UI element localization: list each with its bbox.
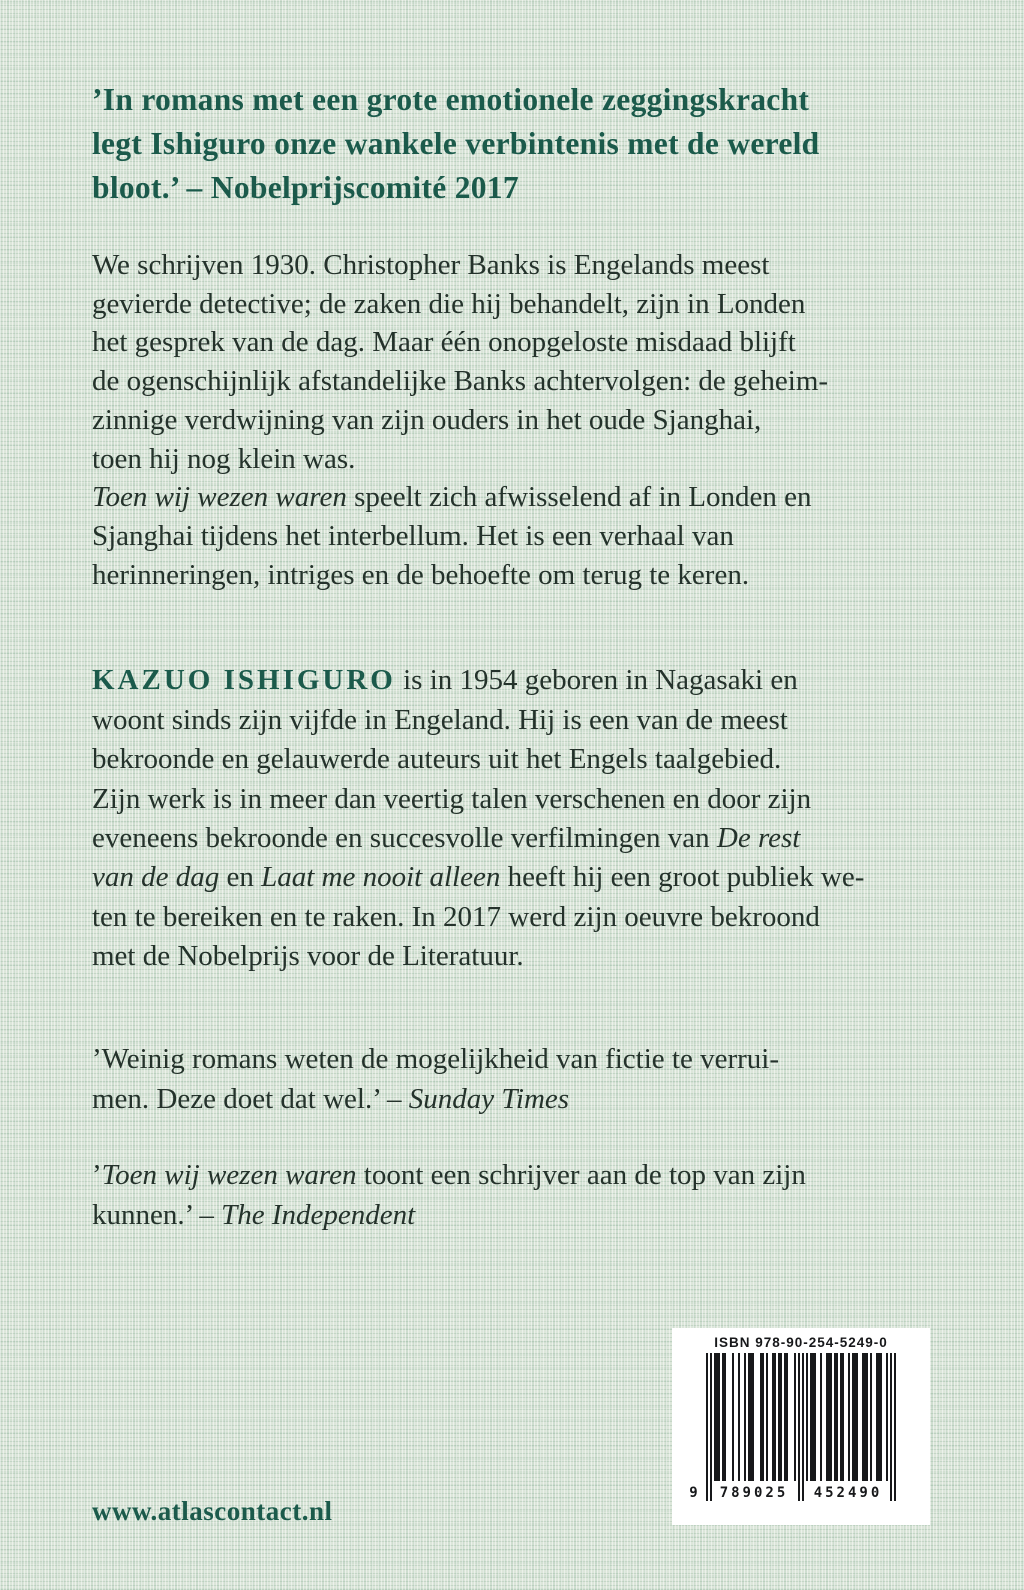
barcode-bars: [689, 1353, 896, 1501]
barcode: [672, 1328, 930, 1525]
barcode-digit-group-1: 789025: [712, 1481, 796, 1501]
independent-quote: ’Toen wij wezen waren toont een schrijver aan de top van zijn kunnen.’ – The Independent: [92, 1158, 806, 1231]
nobel-committee-quote: ’In romans met een grote emotionele zeggingskracht legt Ishiguro onze wankele verbintenis met de wereld bloot.’ – Nobelprijscomité 2017: [92, 82, 820, 205]
barcode-digit-lead: 9: [689, 1485, 701, 1501]
synopsis-paragraph: We schrijven 1930. Christopher Banks is Engelands meest gevierde detective; de zaken die hij behandelt, zijn in Londen het gesprek van de dag. Maar één onopgeloste misdaad blijft de ogenschijnlijk afstandelijke Banks achtervolgen: de geheim- zinnige verdwijning van zijn ouders in het oude Sjanghai, toen hij nog klein was. Toen wij wezen waren speelt zich afwisselend af in Londen en Sjanghai tijdens het interbellum. Het is een verhaal van herinneringen, intriges en de behoefte om terug te keren.: [92, 249, 829, 591]
publisher-url: www.atlascontact.nl: [92, 1496, 333, 1526]
isbn-label: ISBN 978-90-254-5249-0: [714, 1335, 888, 1350]
author-bio-paragraph: KAZUO ISHIGURO is in 1954 geboren in Nagasaki en woont sinds zijn vijfde in Engeland. Hij is een van de meest bekroonde en gelauwerde auteurs uit het Engels taalgebied. Zijn werk is in meer dan veertig talen verschenen en door zijn eveneens bekroonde en succesvolle verfilmingen van De rest van de dag en Laat me nooit alleen heeft hij een groot publiek we- ten te bereiken en te raken. In 2017 werd zijn oeuvre bekroond met de Nobelprijs voor de Literatuur.: [92, 664, 865, 973]
sunday-times-quote: ’Weinig romans weten de mogelijkheid van fictie te verrui- men. Deze doet dat wel.’ – Sunday Times: [92, 1042, 779, 1115]
barcode-digit-group-2: 452490: [806, 1481, 890, 1501]
back-cover-text: [92, 0, 962, 1235]
